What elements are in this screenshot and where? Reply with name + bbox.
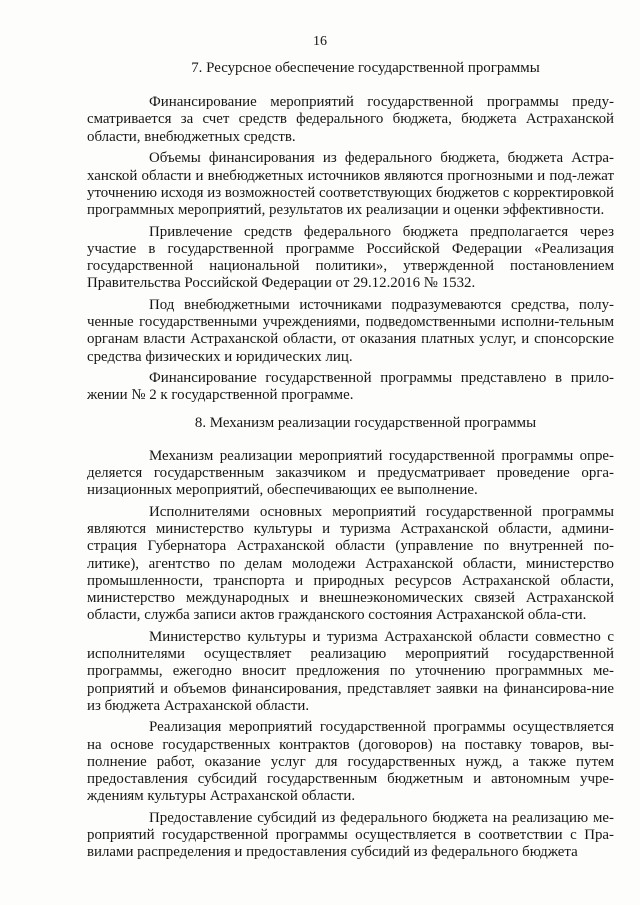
section-7-title: 7. Ресурсное обеспечение государственной программы [191, 60, 540, 76]
section-7-paragraph: Финансирование мероприятий государственной программы преду-сматривается за счет средств федерального бюджета, бюджета Астраханской области, внебюджетных средств. [87, 94, 614, 145]
section-7-paragraph: Привлечение средств федерального бюджета предполагается через участие в государственной программе Российской Федерации «Реализация государственной национальной политики», утвержденной постановлением Правительства Российской Федерации от 29.12.2016 № 1532. [87, 223, 614, 292]
section-8-paragraph: Министерство культуры и туризма Астраханской области совместно с исполнителями осуществляет реализацию мероприятий государственной программы, ежегодно вносит предложения по уточнению программных ме-роприятий и объемов финансирования, представляет заявки на финансирова-ние из бюджета Астраханской области. [87, 628, 614, 714]
section-8-paragraph: Предоставление субсидий из федерального бюджета на реализацию ме-роприятий государственной программы осуществляется в соответствии с Пра-вилами распределения и предоставления субсидий из федерального бюджета [87, 809, 614, 861]
document-body [87, 60, 614, 866]
section-7-paragraph: Объемы финансирования из федерального бюджета, бюджета Астра-ханской области и внебюджетных источников являются прогнозными и под-лежат уточнению исходя из возможностей соответствующих бюджетов с корректировкой программных мероприятий, результатов их реализации и оценки эффективности. [87, 150, 614, 218]
section-7-paragraph: Под внебюджетными источниками подразумеваются средства, полу-ченные государственными учреждениями, подведомственными исполни-тельным органам власти Астраханской области, от оказания платных услуг, и спонсорские средства физических и юридических лиц. [87, 296, 614, 365]
page-number: 16 [313, 34, 327, 49]
section-8-paragraph: Механизм реализации мероприятий государственной программы опре-деляется государственным заказчиком и предусматривает проведение орга-низационных мероприятий, обеспечивающих ее выполнение. [87, 447, 614, 499]
section-8-paragraph: Реализация мероприятий государственной программы осуществляется на основе государственных контрактов (договоров) на поставку товаров, вы-полнение работ, оказание услуг для государственных нужд, а также путем предоставления субсидий государственным бюджетным и автономным учре-ждениям культуры Астраханской области. [87, 719, 614, 805]
section-8-paragraph: Исполнителями основных мероприятий государственной программы являются министерство культуры и туризма Астраханской области, админи-страция Губернатора Астраханской области (управление по внутренней по-литике), агентство по делам молодежи Астраханской области, министерство промышленности, транспорта и природных ресурсов Астраханской области, министерство международных и внешнеэкономических связей Астраханской области, служба записи актов гражданского состояния Астраханской обла-сти. [87, 503, 614, 624]
section-7-paragraph: Финансирование государственной программы представлено в прило-жении № 2 к государственной программе. [87, 370, 614, 404]
section-8-title: 8. Механизм реализации государственной программы [194, 414, 537, 431]
